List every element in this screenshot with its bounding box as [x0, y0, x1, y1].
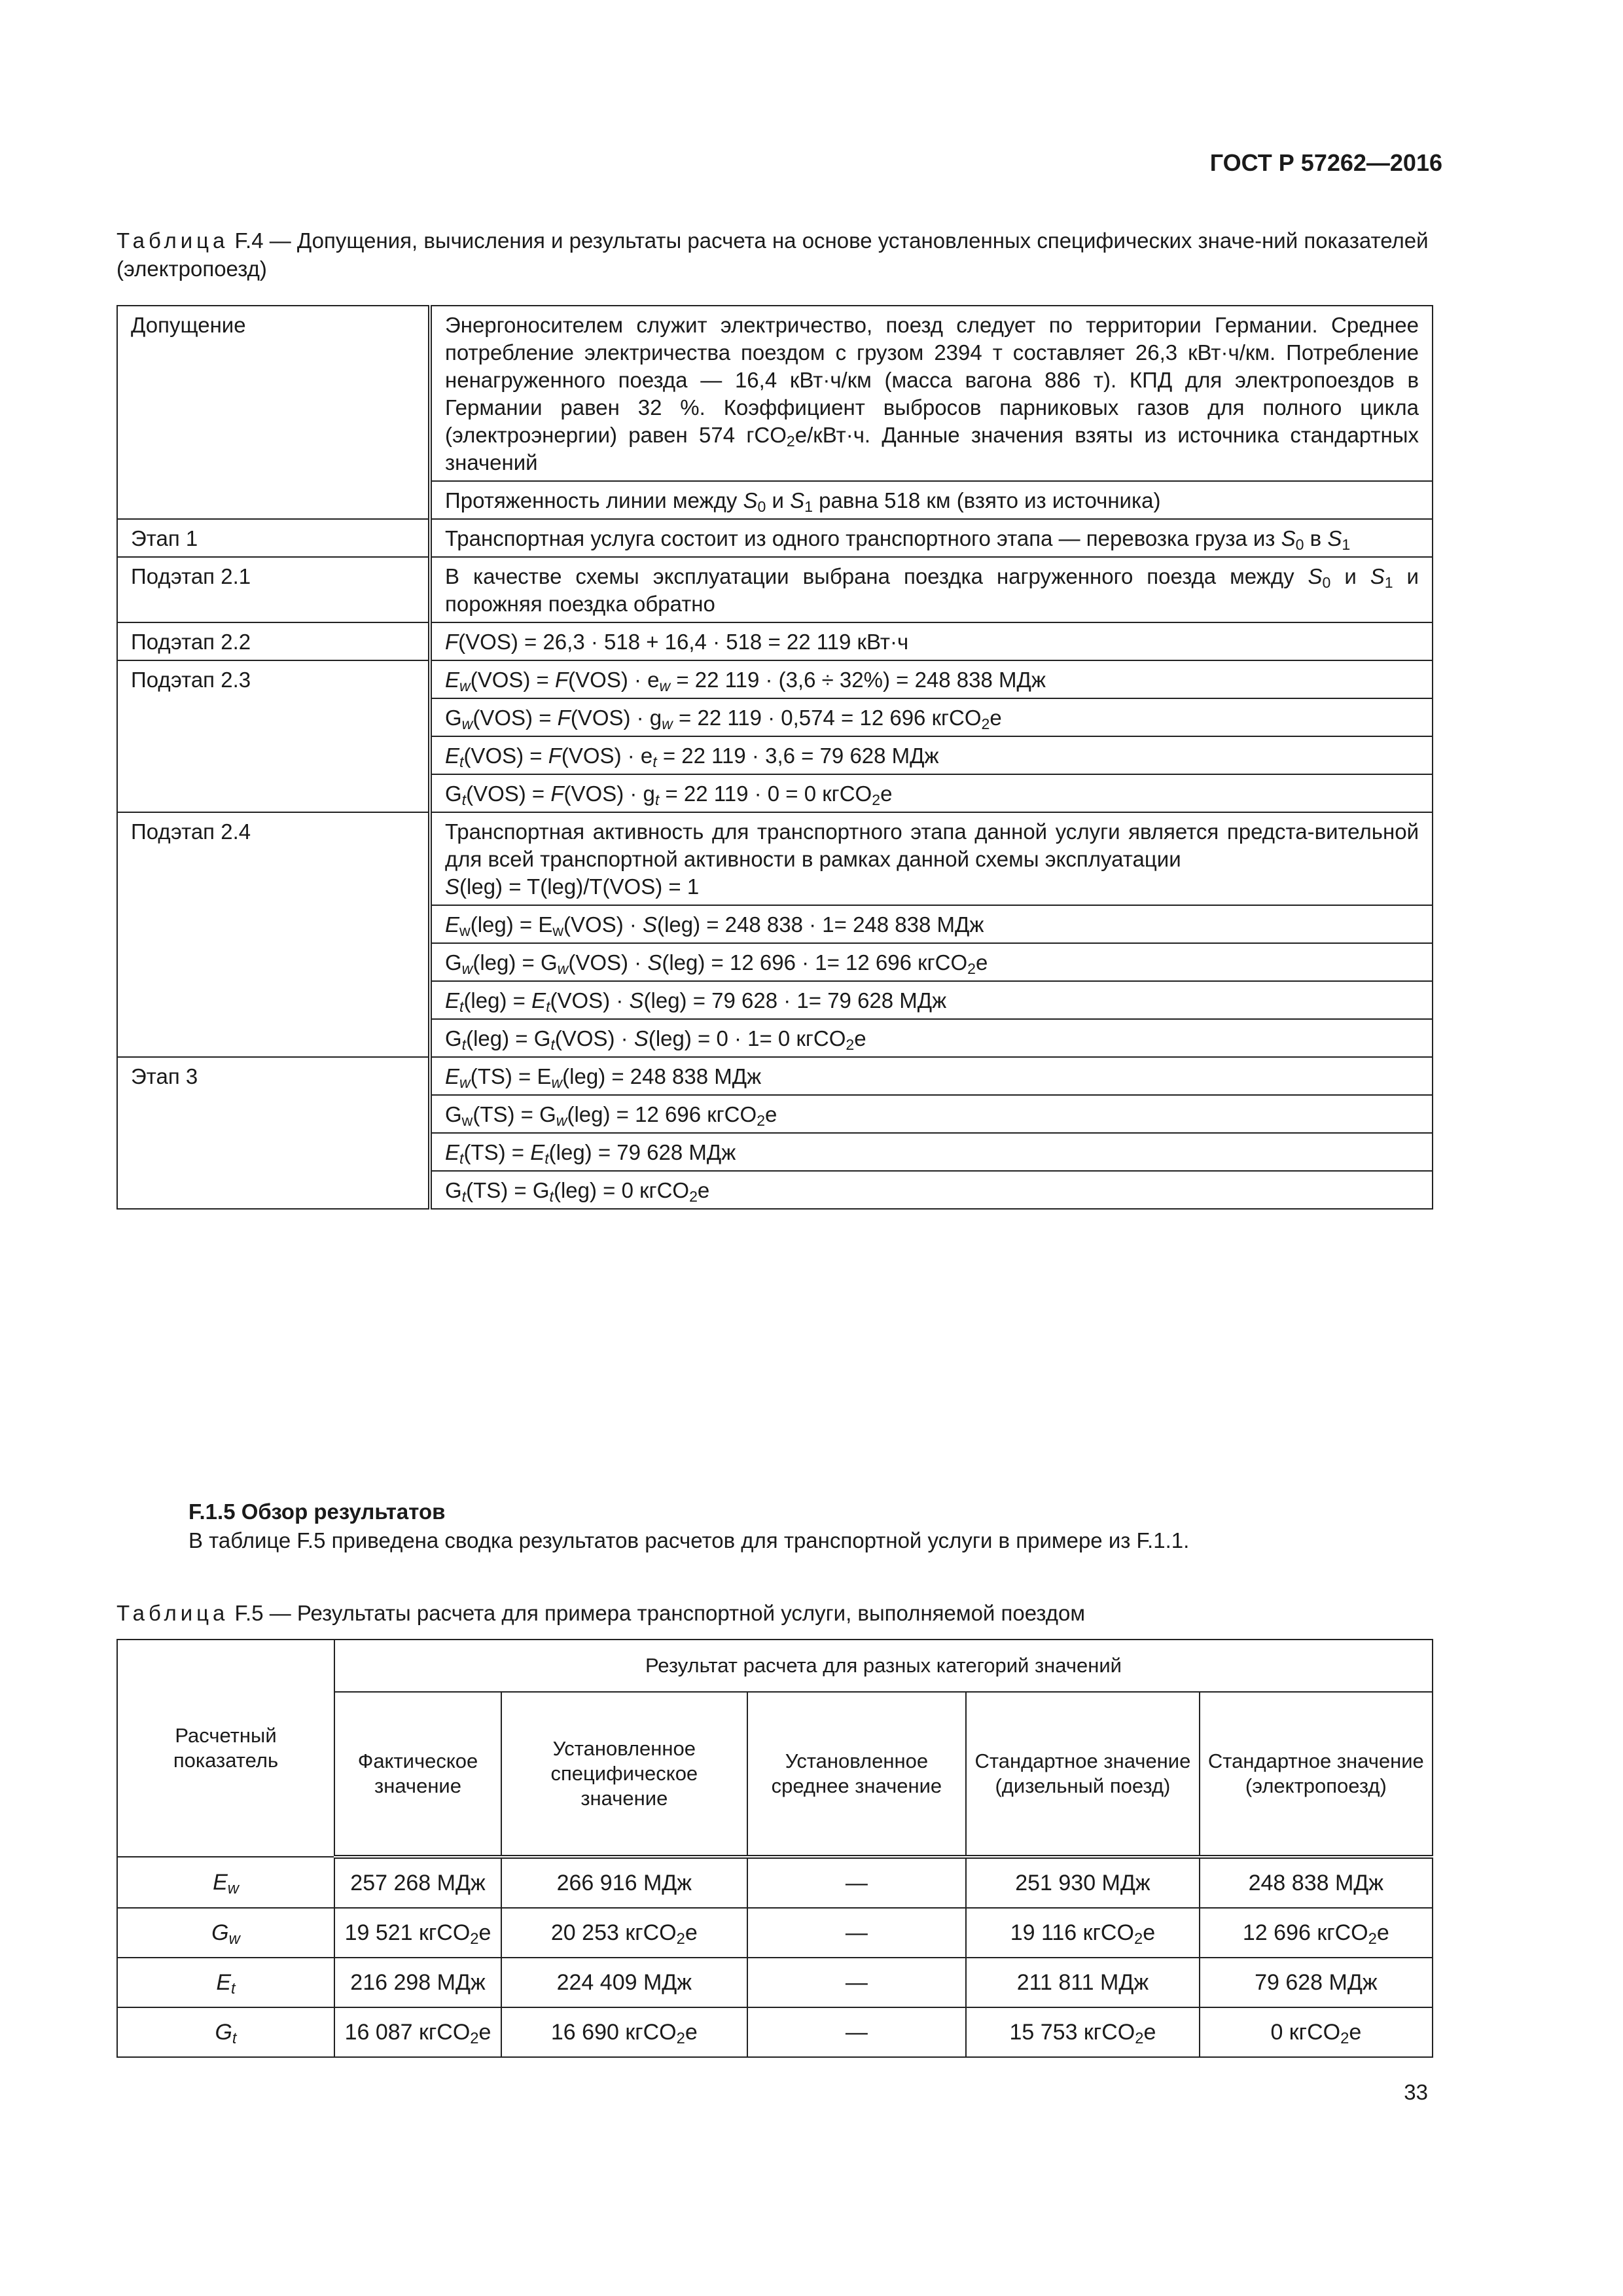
- table-cell: 216 298 МДж: [334, 1958, 501, 2007]
- table-cell: 15 753 кгCO$_2$e: [966, 2007, 1200, 2057]
- indicator-cell: $E_w$: [117, 1857, 334, 1908]
- equation: $G_t(leg) = G_t(VOS) \cdot S(leg) = 0 \cdot 1= 0$ кгCO$_2$e: [430, 1019, 1433, 1057]
- table-cell: 251 930 МДж: [966, 1857, 1200, 1908]
- line-length-text: Протяженность линии между $S_0$ и $S_1$ равна 518 км (взято из источника): [430, 481, 1433, 519]
- table-cell: 19 116 кгCO$_2$e: [966, 1908, 1200, 1958]
- table-cell: 0 кгCO$_2$e: [1200, 2007, 1433, 2057]
- equation: $G_w(TS) = G_w(leg) = 12$ 696 кгCO$_2$e: [430, 1095, 1433, 1133]
- table-cell: 266 916 МДж: [501, 1857, 747, 1908]
- table-row: [117, 1057, 1433, 1095]
- sub21-text: В качестве схемы эксплуатации выбрана поездка нагруженного поезда между $S_0$ и $S_1$ и порожняя поездка обратно: [430, 557, 1433, 622]
- equation: $E_w(leg) = E_w(VOS) \cdot S(leg) = 248$ 838 · 1= 248 838 МДж: [430, 905, 1433, 943]
- standard-number: ГОСТ Р 57262—2016: [1209, 149, 1442, 176]
- table-f5: [116, 1639, 1433, 2058]
- table-row: [117, 622, 1433, 660]
- table-row: [117, 1958, 1433, 2007]
- equation: $E_t(TS) = E_t(leg) = 79$ 628 МДж: [430, 1133, 1433, 1171]
- table-f4: [116, 305, 1433, 1210]
- column-header: Установленное специфическое значение: [501, 1692, 747, 1857]
- table-cell: 19 521 кгCO$_2$e: [334, 1908, 501, 1958]
- column-header: Стандартное значение (электропоезд): [1200, 1692, 1433, 1857]
- row-label: Подэтап 2.1: [117, 557, 430, 622]
- table-cell: —: [747, 1908, 967, 1958]
- stage1-text: Транспортная услуга состоит из одного транспортного этапа — перевозка груза из $S_0$ в $S_1$: [430, 519, 1433, 557]
- table-cell: 16 690 кгCO$_2$e: [501, 2007, 747, 2057]
- table-f4-caption: Таблица F.4 — Допущения, вычисления и результаты расчета на основе установленных специфических значе-ний показателей (электропоезд): [116, 228, 1429, 281]
- table-cell: 224 409 МДж: [501, 1958, 747, 2007]
- table-row: [117, 519, 1433, 557]
- table-cell: 79 628 МДж: [1200, 1958, 1433, 2007]
- indicator-cell: $E_t$: [117, 1958, 334, 2007]
- table-cell: 12 696 кгCO$_2$e: [1200, 1908, 1433, 1958]
- section-f15: [188, 1498, 1189, 1555]
- equation: $G_t(VOS) = F(VOS) \cdot g_t = 22$ 119 · 0 = 0 кгCO$_2$e: [430, 774, 1433, 812]
- section-text: В таблице F.5 приведена сводка результатов расчетов для транспортной услуги в примере из F.1.1.: [188, 1528, 1190, 1552]
- table-cell: —: [747, 1857, 967, 1908]
- table-f5-caption: Таблица F.5 — Результаты расчета для примера транспортной услуги, выполняемой поездом: [116, 1601, 1086, 1625]
- table-row: [117, 306, 1433, 481]
- table-row: [117, 557, 1433, 622]
- row-label: Подэтап 2.4: [117, 812, 430, 1057]
- table-cell: —: [747, 1958, 967, 2007]
- equation: $E_t(leg) = E_t(VOS) \cdot S(leg) = 79$ 628 · 1= 79 628 МДж: [430, 981, 1433, 1019]
- table-row: [117, 812, 1433, 905]
- indicator-cell: $G_t$: [117, 2007, 334, 2057]
- row-label: Допущение: [117, 306, 430, 519]
- table-row: [117, 1857, 1433, 1908]
- equation: $G_w(VOS) = F(VOS) \cdot g_w = 22$ 119 · 0,574 = 12 696 кгCO$_2$e: [430, 698, 1433, 736]
- table-cell: 20 253 кгCO$_2$e: [501, 1908, 747, 1958]
- sub24-text: Транспортная активность для транспортного этапа данной услуги является предста-вительной для всей транспортной активности в рамках данной схемы эксплуатации S(leg) = T(leg)/T(VOS) = 1: [430, 812, 1433, 905]
- table-cell: 257 268 МДж: [334, 1857, 501, 1908]
- table-cell: 16 087 кгCO$_2$e: [334, 2007, 501, 2057]
- table-cell: —: [747, 2007, 967, 2057]
- group-header: Результат расчета для разных категорий значений: [334, 1640, 1433, 1692]
- indicator-header: Расчетный показатель: [117, 1640, 334, 1857]
- indicator-cell: $G_w$: [117, 1908, 334, 1958]
- table-cell: 248 838 МДж: [1200, 1857, 1433, 1908]
- column-header: Стандартное значение (дизельный поезд): [966, 1692, 1200, 1857]
- row-label: Подэтап 2.3: [117, 660, 430, 812]
- equation: $G_w(leg) = G_w(VOS) \cdot S(leg) = 12$ 696 · 1= 12 696 кгCO$_2$e: [430, 943, 1433, 981]
- equation: $G_t(TS) = G_t(leg) = 0$ кгCO$_2$e: [430, 1171, 1433, 1209]
- equation: $E_w(TS) = E_w(leg) = 248$ 838 МДж: [430, 1057, 1433, 1095]
- section-heading: F.1.5 Обзор результатов: [188, 1499, 446, 1524]
- equation: $E_t(VOS) = F(VOS) \cdot e_t = 22$ 119 · 3,6 = 79 628 МДж: [430, 736, 1433, 774]
- row-label: Этап 1: [117, 519, 430, 557]
- row-label: Подэтап 2.2: [117, 622, 430, 660]
- page-number: 33: [1404, 2080, 1428, 2104]
- table-header-row: [117, 1640, 1433, 1692]
- equation: $E_w(VOS) = F(VOS) \cdot e_w = 22$ 119 · (3,6 ÷ 32%) = 248 838 МДж: [430, 660, 1433, 698]
- sub22-equation: F(VOS) = 26,3 · 518 + 16,4 · 518 = 22 119 кВт·ч: [430, 622, 1433, 660]
- column-header: Фактическое значение: [334, 1692, 501, 1857]
- table-row: [117, 2007, 1433, 2057]
- table-cell: 211 811 МДж: [966, 1958, 1200, 2007]
- table-row: [117, 1908, 1433, 1958]
- column-header: Установленное среднее значение: [747, 1692, 967, 1857]
- table-row: [117, 660, 1433, 698]
- row-label: Этап 3: [117, 1057, 430, 1209]
- assumption-text: Энергоносителем служит электричество, поезд следует по территории Германии. Среднее потребление электричества поездом с грузом 2394 т составляет 26,3 кВт·ч/км. Потребление ненагруженного поезда — 16,4 кВт·ч/км (масса вагона 886 т). КПД для электропоездов в Германии равен 32 %. Коэффициент выбросов парниковых газов для полного цикла (электроэнергии) равен 574 гCO$_2$е/кВт·ч. Данные значения взяты из источника стандартных значений: [430, 306, 1433, 481]
